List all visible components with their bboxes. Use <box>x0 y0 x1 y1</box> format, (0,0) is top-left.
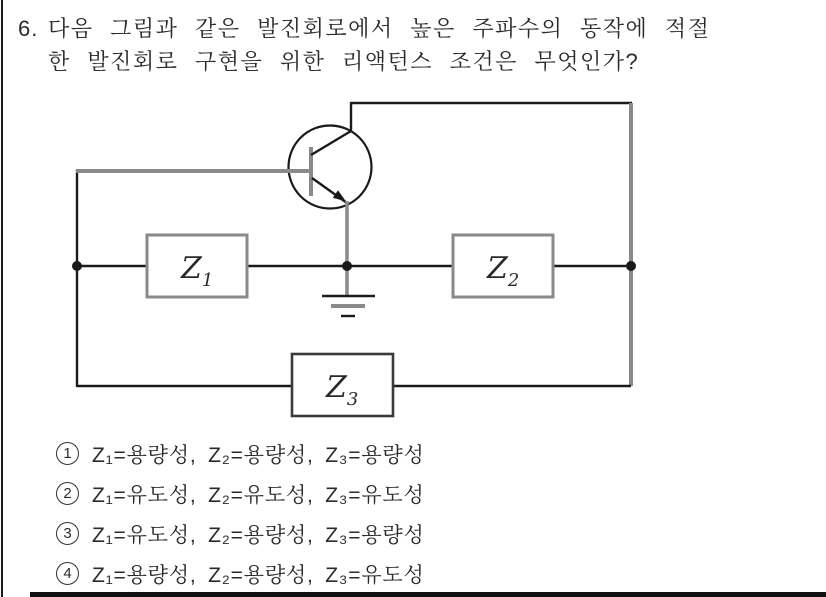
choice-4 <box>56 560 576 587</box>
choice-3-number: 3 <box>56 522 79 545</box>
choice-4-text: Z₁=용량성, Z₂=용량성, Z₃=유도성 <box>92 563 425 587</box>
choice-4-number: 4 <box>56 562 79 585</box>
junction-dot-right <box>626 261 636 271</box>
choice-1-text: Z₁=용량성, Z₂=용량성, Z₃=용량성 <box>92 443 425 467</box>
junction-dot-center <box>342 261 352 271</box>
answer-choices <box>56 440 576 597</box>
choice-1 <box>56 440 576 467</box>
junction-dot-left <box>72 261 82 271</box>
choice-3 <box>56 520 576 547</box>
choice-2-number: 2 <box>56 482 79 505</box>
question-text-line-1: 다음 그림과 같은 발진회로에서 높은 주파수의 동작에 적절 <box>48 16 711 41</box>
z3-label: $Z_3$ <box>326 370 359 410</box>
choice-1-number: 1 <box>56 442 79 465</box>
question-text-line-2: 한 발진회로 구현을 위한 리액턴스 조건은 무엇인가? <box>48 49 640 74</box>
z1-label: $Z_1$ <box>181 251 214 291</box>
choice-3-text: Z₁=유도성, Z₂=용량성, Z₃=용량성 <box>92 523 425 547</box>
ground-icon <box>322 296 375 316</box>
choice-2 <box>56 480 576 507</box>
question-number: 6. <box>18 16 39 41</box>
choice-2-text: Z₁=유도성, Z₂=유도성, Z₃=유도성 <box>92 483 425 507</box>
transistor-circle <box>289 126 372 209</box>
z2-label: $Z_2$ <box>487 251 520 291</box>
